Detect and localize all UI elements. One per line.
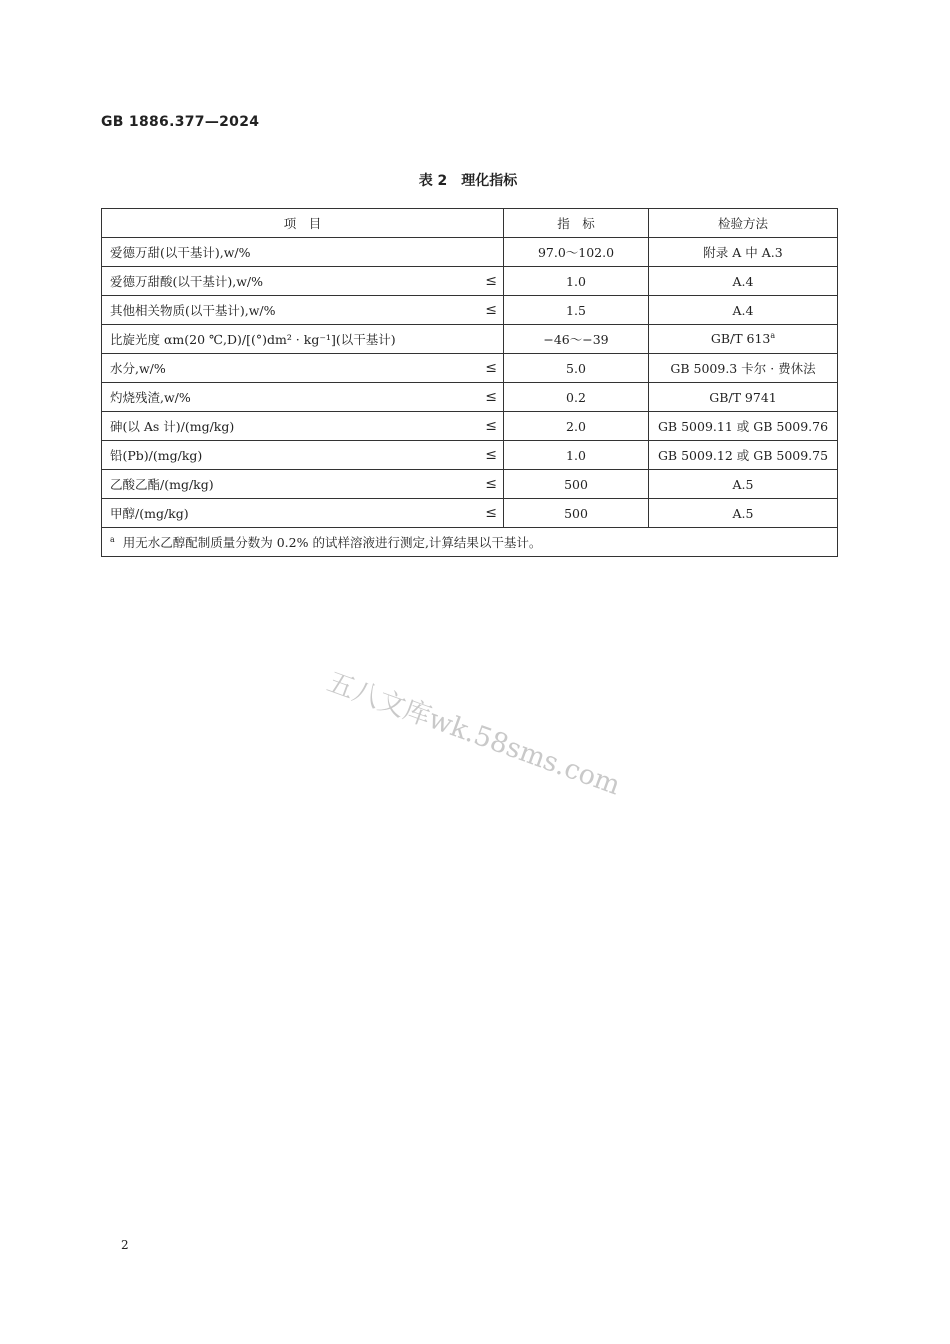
table-row	[102, 499, 838, 528]
row-method: GB 5009.11 或 GB 5009.76	[649, 412, 838, 441]
row-method: A.5	[649, 470, 838, 499]
row-item-label: 比旋光度 αm(20 ℃,D)/[(°)dm² · kg⁻¹](以干基计)	[110, 332, 396, 347]
row-spec: 1.0	[504, 267, 649, 296]
table-header-row	[102, 209, 838, 238]
row-spec: 97.0～102.0	[504, 238, 649, 267]
row-item-label: 爱德万甜(以干基计),w/%	[110, 245, 251, 260]
row-item	[102, 499, 504, 528]
table-row	[102, 383, 838, 412]
table-row	[102, 238, 838, 267]
standard-code: GB 1886.377—2024	[101, 114, 260, 130]
specification-table	[101, 208, 838, 557]
table-row	[102, 296, 838, 325]
le-symbol: ≤	[485, 418, 497, 434]
row-item	[102, 267, 504, 296]
row-item-label: 砷(以 As 计)/(mg/kg)	[110, 419, 235, 434]
table-row	[102, 412, 838, 441]
le-symbol: ≤	[485, 389, 497, 405]
row-item-label: 铅(Pb)/(mg/kg)	[110, 448, 203, 463]
row-item-label: 爱德万甜酸(以干基计),w/%	[110, 274, 264, 289]
row-spec: 500	[504, 499, 649, 528]
le-symbol: ≤	[485, 360, 497, 376]
row-item	[102, 325, 504, 354]
row-spec: −46～−39	[504, 325, 649, 354]
row-item	[102, 383, 504, 412]
table-title: 表 2 理化指标	[418, 173, 518, 189]
row-item	[102, 412, 504, 441]
row-spec: 2.0	[504, 412, 649, 441]
row-method: GB 5009.3 卡尔 · 费休法	[649, 354, 838, 383]
row-method: A.4	[649, 267, 838, 296]
table-row	[102, 267, 838, 296]
row-item-label: 乙酸乙酯/(mg/kg)	[110, 477, 214, 492]
row-spec: 0.2	[504, 383, 649, 412]
row-item-label: 其他相关物质(以干基计),w/%	[110, 303, 276, 318]
header-item: 项 目	[102, 209, 504, 238]
watermark: 五八文库wk.58sms.com	[323, 666, 625, 802]
row-method	[649, 325, 838, 354]
footnote-mark: a	[110, 534, 115, 544]
row-item	[102, 238, 504, 267]
row-item	[102, 354, 504, 383]
row-spec: 1.0	[504, 441, 649, 470]
row-item	[102, 470, 504, 499]
row-item-label: 灼烧残渣,w/%	[110, 390, 191, 405]
le-symbol: ≤	[485, 505, 497, 521]
footnote-ref: a	[770, 331, 776, 341]
page-number: 2	[121, 1238, 129, 1252]
le-symbol: ≤	[485, 476, 497, 492]
row-item	[102, 296, 504, 325]
table-row	[102, 325, 838, 354]
table-row	[102, 470, 838, 499]
table-footnote	[102, 528, 838, 557]
row-method: 附录 A 中 A.3	[649, 238, 838, 267]
header-spec: 指 标	[504, 209, 649, 238]
le-symbol: ≤	[485, 447, 497, 463]
row-item	[102, 441, 504, 470]
row-spec: 1.5	[504, 296, 649, 325]
table-row	[102, 354, 838, 383]
row-item-label: 甲醇/(mg/kg)	[110, 506, 189, 521]
table-footnote-row	[102, 528, 838, 557]
row-method: A.5	[649, 499, 838, 528]
row-spec: 5.0	[504, 354, 649, 383]
row-method: A.4	[649, 296, 838, 325]
le-symbol: ≤	[485, 302, 497, 318]
row-method: GB/T 9741	[649, 383, 838, 412]
footnote-text: 用无水乙醇配制质量分数为 0.2% 的试样溶液进行测定,计算结果以干基计。	[122, 535, 542, 550]
le-symbol: ≤	[485, 273, 497, 289]
row-method: GB 5009.12 或 GB 5009.75	[649, 441, 838, 470]
row-spec: 500	[504, 470, 649, 499]
row-item-label: 水分,w/%	[110, 361, 166, 376]
table-row	[102, 441, 838, 470]
row-method-text: GB/T 613	[710, 331, 771, 347]
header-method: 检验方法	[649, 209, 838, 238]
